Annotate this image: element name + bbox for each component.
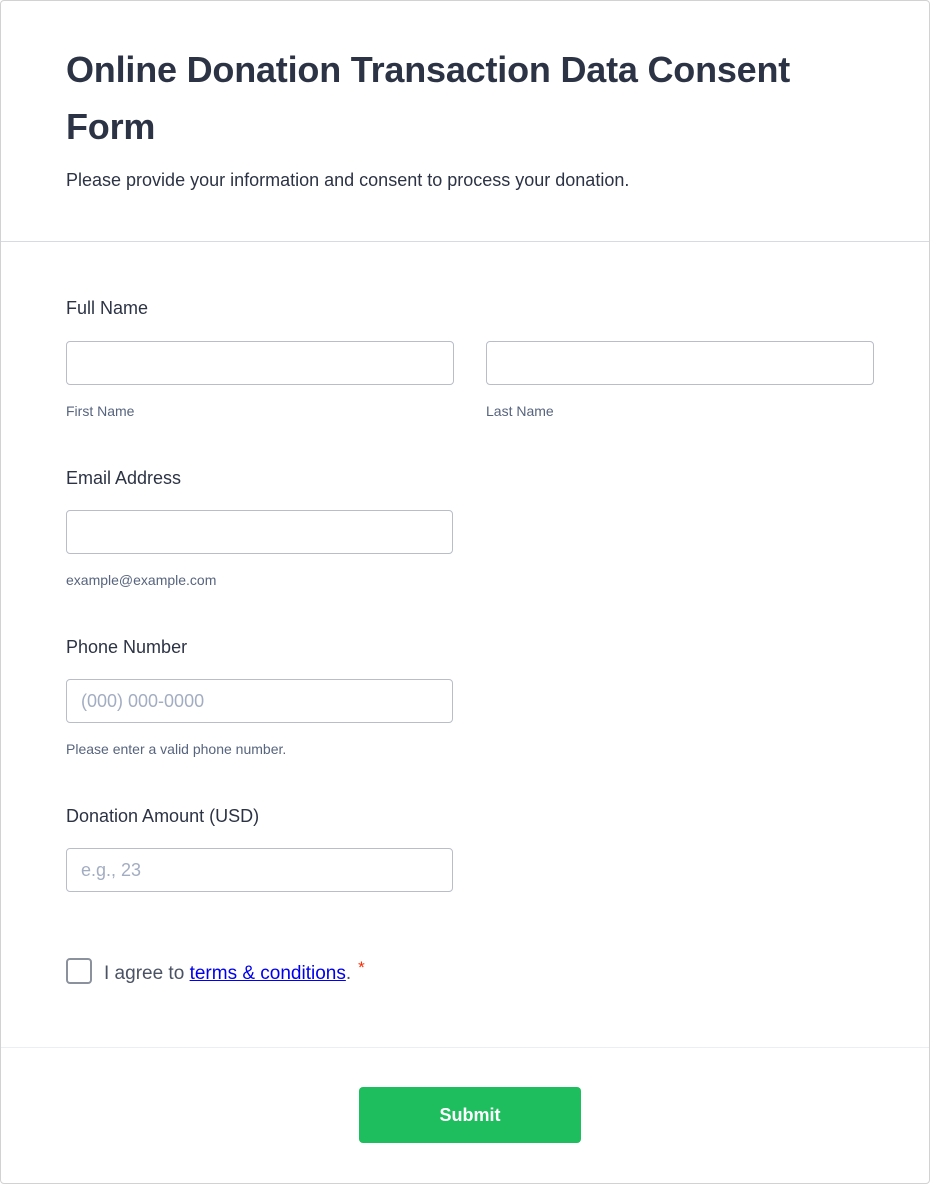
phone-input[interactable]: [66, 679, 453, 723]
submit-button[interactable]: Submit: [359, 1087, 581, 1143]
first-name-sublabel: First Name: [66, 403, 135, 419]
last-name-input[interactable]: [486, 341, 874, 385]
first-name-col: [66, 341, 454, 419]
required-asterisk: *: [358, 958, 365, 977]
full-name-label: Full Name: [66, 298, 149, 318]
phone-label: Phone Number: [66, 637, 188, 657]
consent-text: [104, 955, 365, 987]
field-donation-amount: [66, 806, 874, 892]
email-label: Email Address: [66, 468, 182, 488]
terms-and-conditions-link[interactable]: terms & conditions: [189, 963, 346, 984]
field-full-name: [66, 298, 874, 419]
full-name-inputs-row: [66, 341, 874, 419]
consent-prefix: I agree to: [104, 963, 190, 984]
form-body: [1, 242, 929, 987]
page-subtitle: Please provide your information and consent to process your donation.: [66, 170, 630, 190]
terms-consent-checkbox[interactable]: [66, 958, 92, 984]
form-footer: [1, 1047, 929, 1184]
consent-suffix: .: [345, 963, 352, 984]
last-name-sublabel: Last Name: [486, 403, 554, 419]
consent-row: [66, 955, 874, 987]
email-sublabel: example@example.com: [66, 572, 217, 588]
page-title: Online Donation Transaction Data Consent Form: [66, 49, 791, 147]
first-name-input[interactable]: [66, 341, 454, 385]
form-header: [1, 1, 929, 242]
field-phone: [66, 637, 874, 757]
donation-amount-input[interactable]: [66, 848, 453, 892]
email-input[interactable]: [66, 510, 453, 554]
last-name-col: [486, 341, 874, 419]
donation-amount-label: Donation Amount (USD): [66, 806, 260, 826]
field-email: [66, 468, 874, 588]
phone-sublabel: Please enter a valid phone number.: [66, 741, 287, 757]
